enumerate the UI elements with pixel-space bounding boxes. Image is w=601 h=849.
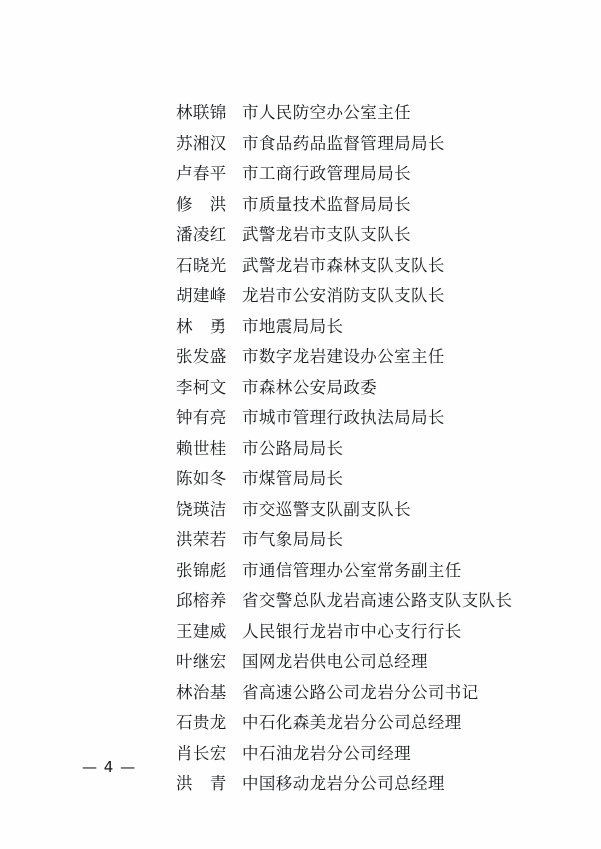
list-item xyxy=(176,464,576,495)
list-item xyxy=(176,647,576,678)
person-title: 市数字龙岩建设办公室主任 xyxy=(242,347,445,366)
person-name: 王建威 xyxy=(176,621,227,641)
person-title: 市地震局局长 xyxy=(242,316,344,336)
person-name: 李柯文 xyxy=(176,377,227,397)
person-title: 市气象局局长 xyxy=(242,530,344,549)
person-title: 市人民防空办公室主任 xyxy=(242,103,411,122)
list-item xyxy=(176,708,576,739)
list-item xyxy=(176,190,576,221)
person-title: 市质量技术监督局局长 xyxy=(242,194,411,214)
list-item xyxy=(176,373,576,404)
person-name: 修 洪 xyxy=(176,194,227,214)
person-name: 潘凌红 xyxy=(176,225,227,244)
person-title: 国网龙岩供电公司总经理 xyxy=(242,652,428,671)
person-title: 省交警总队龙岩高速公路支队支队长 xyxy=(242,591,513,610)
person-name: 张发盛 xyxy=(176,347,227,366)
person-name: 石贵龙 xyxy=(176,713,227,732)
person-title: 市森林公安局政委 xyxy=(242,377,378,397)
person-name: 石晓光 xyxy=(176,255,227,275)
person-name: 叶继宏 xyxy=(176,652,227,671)
person-title: 省高速公路公司龙岩分公司书记 xyxy=(242,682,479,702)
person-title: 武警龙岩市森林支队支队长 xyxy=(242,255,445,275)
list-item xyxy=(176,312,576,343)
person-title: 市交巡警支队副支队长 xyxy=(242,499,411,519)
person-name: 饶瑛洁 xyxy=(176,499,227,519)
person-name: 肖长宏 xyxy=(176,743,227,763)
person-title: 武警龙岩市支队支队长 xyxy=(242,225,411,244)
list-item xyxy=(176,525,576,556)
person-name: 洪 青 xyxy=(176,774,227,793)
personnel-list xyxy=(176,98,576,800)
list-item xyxy=(176,129,576,160)
list-item xyxy=(176,586,576,617)
person-title: 中石化森美龙岩分公司总经理 xyxy=(242,713,462,732)
list-item xyxy=(176,403,576,434)
person-name: 邱榕养 xyxy=(176,591,227,610)
person-title: 市通信管理办公室常务副主任 xyxy=(242,560,462,580)
person-title: 市城市管理行政执法局局长 xyxy=(242,408,445,427)
person-title: 中国移动龙岩分公司总经理 xyxy=(242,774,445,793)
person-name: 洪荣若 xyxy=(176,530,227,549)
list-item xyxy=(176,98,576,129)
list-item xyxy=(176,739,576,770)
list-item xyxy=(176,281,576,312)
person-name: 林 勇 xyxy=(176,316,227,336)
list-item xyxy=(176,251,576,282)
list-item xyxy=(176,342,576,373)
list-item xyxy=(176,495,576,526)
person-title: 龙岩市公安消防支队支队长 xyxy=(242,286,445,305)
page-number: — 4 — xyxy=(82,758,137,776)
person-name: 胡建峰 xyxy=(176,286,227,305)
person-name: 林治基 xyxy=(176,682,227,702)
person-name: 钟有亮 xyxy=(176,408,227,427)
list-item xyxy=(176,556,576,587)
person-name: 陈如冬 xyxy=(176,469,227,488)
person-title: 市公路局局长 xyxy=(242,438,344,458)
person-name: 卢春平 xyxy=(176,164,227,183)
list-item xyxy=(176,220,576,251)
list-item xyxy=(176,159,576,190)
person-title: 中石油龙岩分公司经理 xyxy=(242,743,411,763)
person-title: 市食品药品监督管理局局长 xyxy=(242,133,445,153)
list-item xyxy=(176,617,576,648)
person-name: 张锦彪 xyxy=(176,560,227,580)
person-title: 人民银行龙岩市中心支行行长 xyxy=(242,621,462,641)
person-title: 市煤管局局长 xyxy=(242,469,344,488)
list-item xyxy=(176,769,576,800)
list-item xyxy=(176,678,576,709)
person-name: 林联锦 xyxy=(176,103,227,122)
person-name: 赖世桂 xyxy=(176,438,227,458)
person-title: 市工商行政管理局局长 xyxy=(242,164,411,183)
list-item xyxy=(176,434,576,465)
person-name: 苏湘汉 xyxy=(176,133,227,153)
